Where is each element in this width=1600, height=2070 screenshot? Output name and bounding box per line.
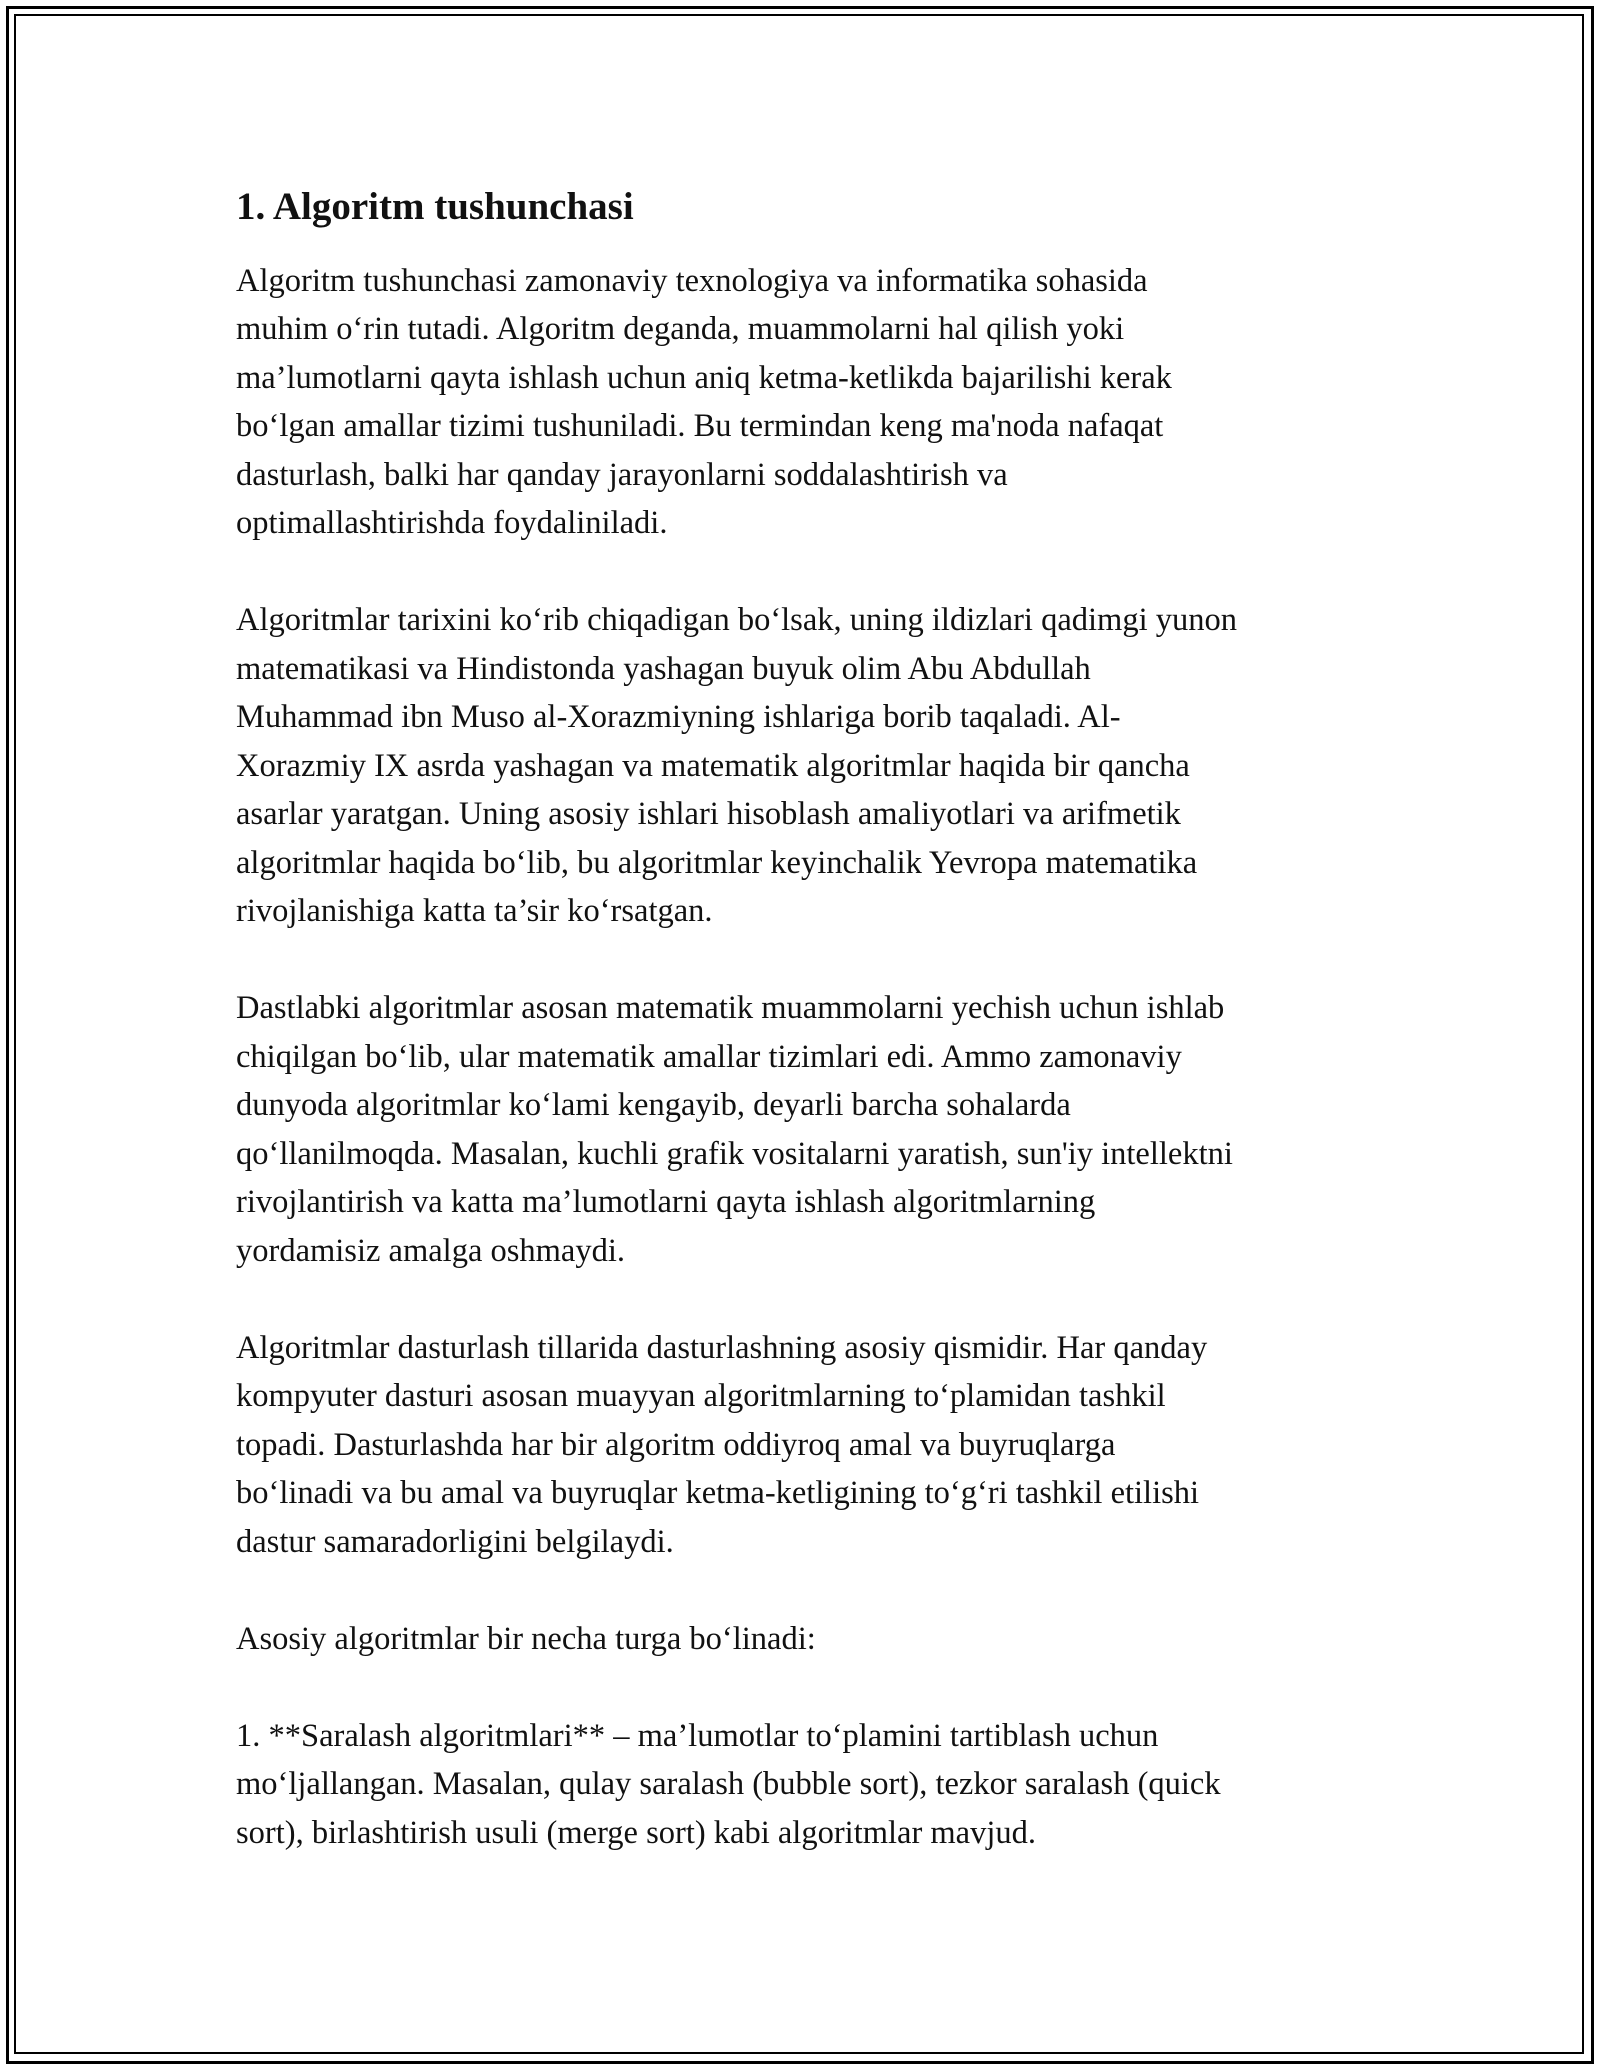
paragraph-definition: Algoritm tushunchasi zamonaviy texnologiya va informatika sohasida muhim o‘rin tutadi. Algoritm deganda, muammolarni hal qilish yoki ma’lumotlarni qayta ishlash uchun aniq ketma-ketlikda bajarilishi kerak bo‘lgan amallar tizimi tushuniladi. Bu termindan keng ma'noda nafaqat dasturlash, balki har qanday jarayonlarni soddalashtirish va optimallashtirishda foydaliniladi.: [236, 262, 1172, 542]
paragraph-programming: Algoritmlar dasturlash tillarida dasturlashning asosiy qismidir. Har qanday kompyuter dasturi asosan muayyan algoritmlarning to‘plamidan tashkil topadi. Dasturlashda har bir algoritm oddiyroq amal va buyruqlarga bo‘linadi va bu amal va buyruqlar ketma-ketligining to‘g‘ri tashkil etilishi dastur samaradorligini belgilaydi.: [236, 1329, 1208, 1560]
paragraph-modern-use: Dastlabki algoritmlar asosan matematik muammolarni yechish uchun ishlab chiqilgan bo‘lib, ular matematik amallar tizimlari edi. Ammo zamonaviy dunyoda algoritmlar ko‘lami kengayib, deyarli barcha sohalarda qo‘llanilmoqda. Masalan, kuchli grafik vositalarni yaratish, sun'iy intellektni rivojlantirish va katta ma’lumotlarni qayta ishlash algoritmlarning yordamisiz amalga oshmaydi.: [236, 990, 1233, 1269]
section-heading: 1. Algoritm tushunchasi: [236, 185, 634, 228]
paragraph-history: Algoritmlar tarixini ko‘rib chiqadigan bo‘lsak, uning ildizlari qadimgi yunon matematikasi va Hindistonda yashagan buyuk olim Abu Abdullah Muhammad ibn Muso al-Xorazmiyning ishlariga borib taqaladi. Al- Xorazmiy IX asrda yashagan va matematik algoritmlar haqida bir qancha asarlar yaratgan. Uning asosiy ishlari hisoblash amaliyotlari va arifmetik algoritmlar haqida bo‘lib, bu algoritmlar keyinchalik Yevropa matematika rivojlanishiga katta ta’sir ko‘rsatgan.: [236, 602, 1237, 930]
paragraph-sorting-algorithms: 1. **Saralash algoritmlari** – ma’lumotlar to‘plamini tartiblash uchun mo‘ljallangan. Masalan, qulay saralash (bubble sort), tezkor saralash (quick sort), birlashtirish usuli (merge sort) kabi algoritmlar mavjud.: [236, 1717, 1221, 1851]
document-body: [236, 184, 1376, 1857]
paragraph-types-intro: Asosiy algoritmlar bir necha turga bo‘linadi:: [236, 1620, 816, 1657]
